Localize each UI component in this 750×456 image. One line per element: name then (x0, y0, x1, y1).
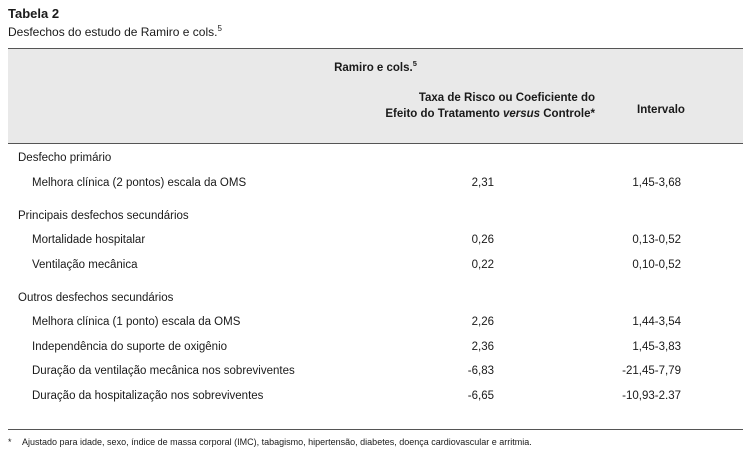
row-label: Melhora clínica (2 pontos) escala da OMS (32, 177, 247, 189)
row-interval-value: 1,45-3,68 (632, 177, 681, 189)
group-header-band (8, 48, 743, 82)
row-label: Melhora clínica (1 ponto) escala da OMS (32, 316, 241, 328)
row-interval-value: 1,45-3,83 (632, 341, 681, 353)
table-row (8, 177, 743, 193)
effect-line2-pre: Efeito do Tratamento (385, 108, 503, 120)
row-label: Outros desfechos secundários (18, 292, 174, 304)
column-header-band (8, 81, 743, 144)
table-row-section (8, 292, 743, 308)
table-row (8, 234, 743, 250)
column-header-effect-line1: Taxa de Risco ou Coeficiente do (418, 92, 595, 104)
table-row (8, 390, 743, 406)
row-interval-value: 1,44-3,54 (632, 316, 681, 328)
row-label: Duração da hospitalização nos sobreviventes (32, 390, 264, 402)
row-label: Principais desfechos secundários (18, 210, 189, 222)
footnote-mark: * (8, 437, 12, 447)
table-row (8, 341, 743, 357)
caption-reference: 5 (217, 24, 222, 33)
row-effect-value: 0,22 (471, 259, 494, 271)
row-effect-value: 2,36 (471, 341, 494, 353)
row-effect-value: 2,26 (471, 316, 494, 328)
row-effect-value: 2,31 (471, 177, 494, 189)
table-title: Tabela 2 (8, 6, 60, 21)
row-interval-value: -10,93-2.37 (622, 390, 681, 402)
row-interval-value: 0,10-0,52 (632, 259, 681, 271)
table-row (8, 259, 743, 275)
column-header-effect-line2 (385, 106, 595, 122)
table-row (8, 365, 743, 381)
table-row-section (8, 210, 743, 226)
effect-line2-post: Controle* (540, 108, 595, 120)
row-label: Independência do suporte de oxigênio (32, 341, 228, 353)
row-effect-value: -6,83 (467, 365, 494, 377)
row-label: Ventilação mecânica (32, 259, 138, 271)
row-label: Desfecho primário (18, 152, 112, 164)
row-effect-value: 0,26 (471, 234, 494, 246)
row-label: Mortalidade hospitalar (32, 234, 146, 246)
table-caption (8, 24, 222, 39)
footnote-text: Ajustado para idade, sexo, índice de massa corporal (IMC), tabagismo, hipertensão, diabetes, doença cardiovascular e arritmia. (22, 437, 532, 447)
row-label: Duração da ventilação mecânica nos sobreviventes (32, 365, 295, 377)
group-header-reference: 5 (412, 59, 417, 68)
table-bottom-rule (8, 429, 743, 430)
table-row-section (8, 152, 743, 168)
row-interval-value: 0,13-0,52 (632, 234, 681, 246)
column-header-interval: Intervalo (637, 104, 685, 116)
caption-text: Desfechos do estudo de Ramiro e cols. (8, 25, 218, 39)
column-header-effect (385, 90, 595, 122)
table-footnote (8, 437, 532, 447)
group-header (8, 59, 743, 74)
effect-line2-italic: versus (502, 108, 541, 120)
group-header-text: Ramiro e cols. (334, 61, 413, 74)
row-interval-value: -21,45-7,79 (622, 365, 681, 377)
table-row (8, 316, 743, 332)
row-effect-value: -6,65 (467, 390, 494, 402)
